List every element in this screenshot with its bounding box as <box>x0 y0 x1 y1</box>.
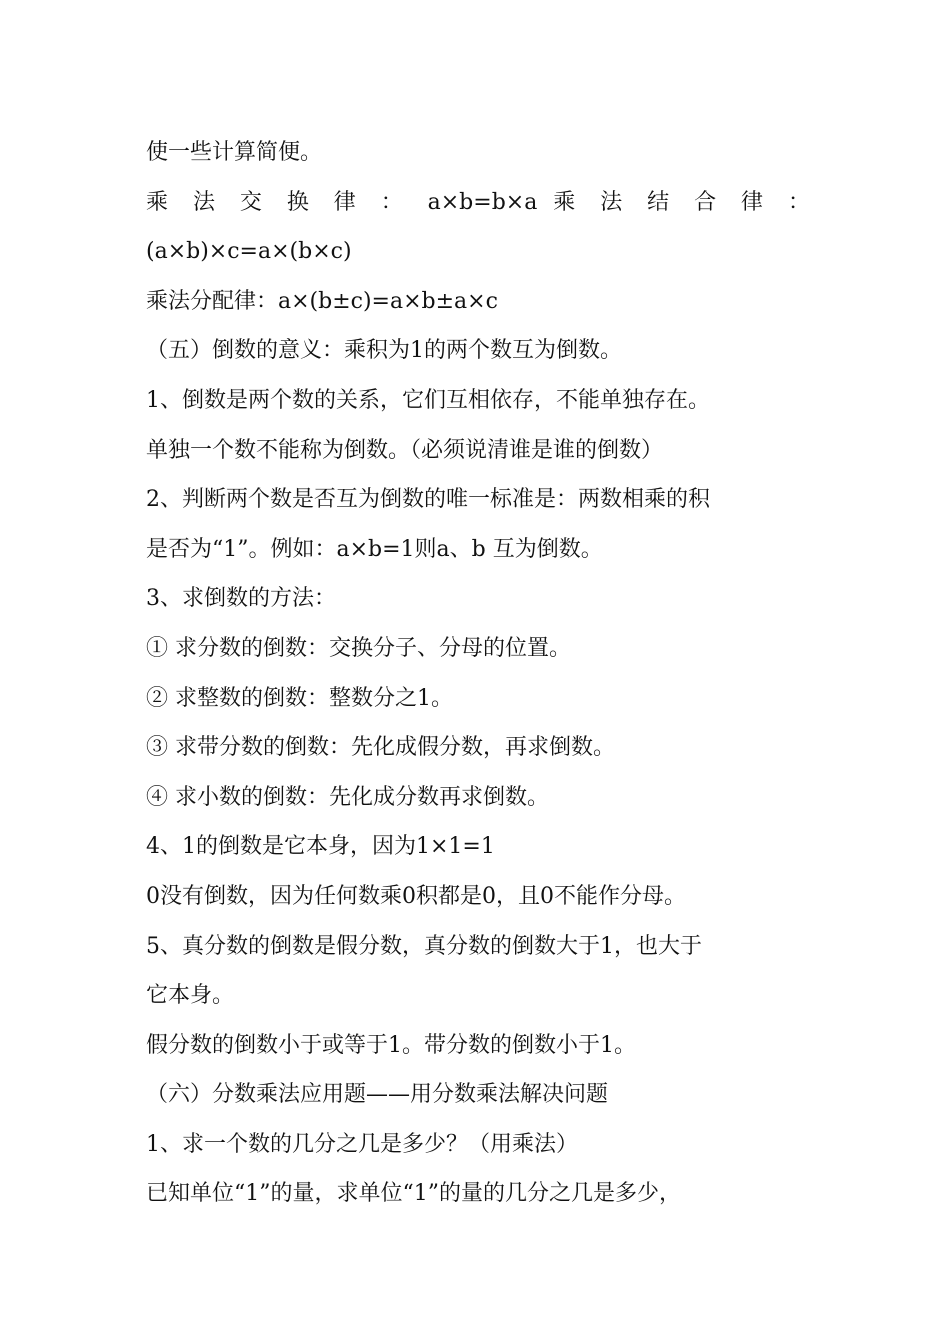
list-item: ③ 求带分数的倒数：先化成假分数，再求倒数。 <box>146 735 615 761</box>
text-line-multiplication-laws: 乘 法 交 换 律 ： a×b=b×a 乘 法 结 合 律 ： <box>146 189 810 215</box>
text-line: 1、倒数是两个数的关系，它们互相依存，不能单独存在。 <box>146 387 710 413</box>
text-line: 使一些计算简便。 <box>146 140 323 165</box>
document-body <box>146 128 810 1219</box>
text-line: 4、1的倒数是它本身，因为1×1=1 <box>146 834 495 860</box>
list-item: ④ 求小数的倒数：先化成分数再求倒数。 <box>146 784 549 810</box>
section-heading-application: （六）分数乘法应用题——用分数乘法解决问题 <box>146 1082 609 1108</box>
text-line: 是否为“1”。例如：a×b=1则a、b 互为倒数。 <box>146 536 603 562</box>
text-line: (a×b)×c=a×(b×c) <box>146 239 352 265</box>
text-line: 它本身。 <box>146 983 235 1009</box>
text-line: 0没有倒数，因为任何数乘0积都是0，且0不能作分母。 <box>146 883 686 909</box>
text-line: 3、求倒数的方法： <box>146 586 336 612</box>
text-line: 假分数的倒数小于或等于1。带分数的倒数小于1。 <box>146 1032 636 1058</box>
text-line: 单独一个数不能称为倒数。（必须说清谁是谁的倒数） <box>146 437 664 463</box>
list-item: ① 求分数的倒数：交换分子、分母的位置。 <box>146 635 571 661</box>
text-line: 乘法分配律：a×(b±c)=a×b±a×c <box>146 288 498 314</box>
text-line: 1、求一个数的几分之几是多少？（用乘法） <box>146 1131 578 1157</box>
text-line: 5、真分数的倒数是假分数，真分数的倒数大于1，也大于 <box>146 933 702 959</box>
section-heading-reciprocal: （五）倒数的意义：乘积为1的两个数互为倒数。 <box>146 338 622 364</box>
text-line: 已知单位“1”的量，求单位“1”的量的几分之几是多少， <box>146 1181 681 1207</box>
text-line: 2、判断两个数是否互为倒数的唯一标准是：两数相乘的积 <box>146 487 710 513</box>
list-item: ② 求整数的倒数：整数分之1。 <box>146 685 453 711</box>
